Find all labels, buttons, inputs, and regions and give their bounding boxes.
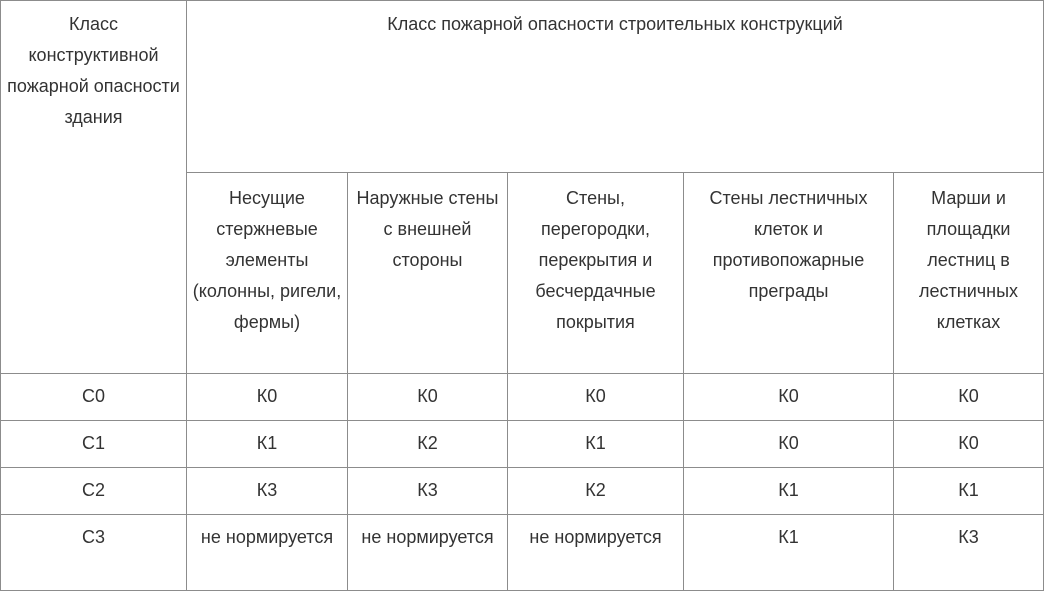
column-header-walls-partitions [508,173,684,374]
table-cell: К2 [508,468,684,515]
table-cell: К0 [187,374,348,421]
column-header-stair-flights [894,173,1044,374]
table-cell: К3 [187,468,348,515]
column-header-text: Наружные стены с внешней стороны [356,188,499,270]
table-row [1,374,1044,421]
table-cell: К1 [187,421,348,468]
table-cell: К0 [508,374,684,421]
column-header-load-bearing [187,173,348,374]
table-cell: К0 [684,421,894,468]
table-row [1,468,1044,515]
row-class-cell: С2 [1,468,187,515]
table-cell: К1 [684,515,894,591]
column-header-text: Марши и площадки лестниц в лестничных клетках [919,188,1019,332]
table-cell: К0 [348,374,508,421]
table-cell: К1 [684,468,894,515]
group-header-text: Класс пожарной опасности строительных конструкций [387,14,843,34]
table-cell: К3 [348,468,508,515]
table-cell: К1 [894,468,1044,515]
table-cell: К3 [894,515,1044,591]
row-class-cell: С0 [1,374,187,421]
column-header-external-walls [348,173,508,374]
corner-header-cell [1,1,187,374]
column-header-text: Стены, перегородки, перекрытия и бесчердачные покрытия [535,188,656,332]
corner-header-text: Класс конструктивной пожарной опасности здания [7,14,180,127]
group-header-cell [187,1,1044,173]
column-header-text: Стены лестничных клеток и противопожарные преграды [709,188,868,301]
column-header-stairwell-walls [684,173,894,374]
table-cell: К0 [894,421,1044,468]
table-cell: не нормируется [187,515,348,591]
table-cell: К0 [684,374,894,421]
table-cell: К2 [348,421,508,468]
header-row-top [1,1,1044,173]
table-cell: К0 [894,374,1044,421]
row-class-cell: С1 [1,421,187,468]
column-header-text: Несущие стержневые элементы (колонны, ригели, фермы) [192,188,342,332]
table-cell: не нормируется [508,515,684,591]
table-cell: не нормируется [348,515,508,591]
table-row [1,421,1044,468]
table-row [1,515,1044,591]
row-class-cell: С3 [1,515,187,591]
table-cell: К1 [508,421,684,468]
